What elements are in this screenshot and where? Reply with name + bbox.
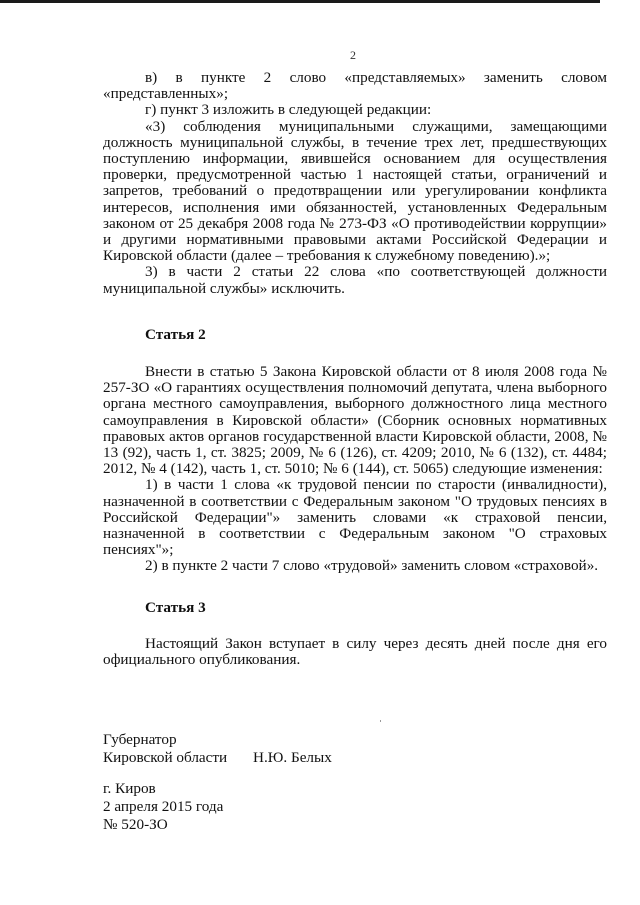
paragraph: в) в пункте 2 слово «представляемых» заменить словом «представленных»; [103,69,607,103]
signatory-region [103,749,332,767]
top-border-rule [0,0,600,3]
law-number: № 520-ЗО [103,816,168,833]
paragraph: «3) соблюдения муниципальными служащими, замещающими должность муниципальной службы, в течение трех лет, предшествующих поступлению информации, явившейся основанием для осуществления проверки, предусмотренной частью 1 настоящей статьи, ограничений и запретов, требований о предотвращении или урегулировании конфликта интересов, исполнения ими обязанностей, установленных Федеральным законом от 25 декабря 2008 года № 273-ФЗ «О противодействии коррупции» и другими нормативными правовыми актами Российской Федерации и Кировской области (далее – требования к служебному поведению).»; [103,117,607,265]
signatory-region-text: Кировской области [103,749,228,766]
paragraph: 3) в части 2 статьи 22 слова «по соответствующей должности муниципальной службы» исключить. [103,263,607,297]
footer-block [103,780,223,834]
article2-body [103,364,607,575]
article2-heading-block [103,327,607,343]
date: 2 апреля 2015 года [103,798,224,815]
article-heading: Статья 2 [145,326,206,343]
paragraph: Внести в статью 5 Закона Кировской области от 8 июля 2008 года № 257-ЗО «О гарантиях осуществления полномочий депутата, члена выборного органа местного самоуправления, выборного должностного лица местного самоуправления в Кировской области» (Сборник основных нормативных правовых актов органов государственной власти Кировской области, 2008, № 13 (92), часть 1, ст. 3825; 2009, № 6 (126), ст. 4209; 2010, № 6 (132), ст. 4484; 2012, № 4 (142), часть 1, ст. 5010; № 6 (144), ст. 5065) следующие изменения: [103,363,607,478]
paragraph: 1) в части 1 слова «к трудовой пенсии по старости (инвалидности), назначенной в соответствии с Федеральным законом "О трудовых пенсиях в Российской Федерации"» заменить словами «к страховой пенсии, назначенной в соответствии с Федеральным законом "О страховых пенсиях"»; [103,476,607,559]
article1-continuation [103,70,607,297]
paragraph: г) пункт 3 изложить в следующей редакции: [145,101,432,119]
article3-heading-block [103,600,607,616]
article3-body [103,636,607,668]
article-heading: Статья 3 [145,599,206,616]
signatory-name: Н.Ю. Белых [253,749,332,766]
page-number: 2 [350,48,356,62]
city: г. Киров [103,780,156,797]
signatory-title: Губернатор [103,731,177,748]
paragraph: Настоящий Закон вступает в силу через десять дней после дня его официального опубликования. [103,635,607,669]
paragraph: 2) в пункте 2 части 7 слово «трудовой» заменить словом «страховой». [145,557,599,575]
signature-block [103,731,332,767]
scan-speck [380,720,381,722]
